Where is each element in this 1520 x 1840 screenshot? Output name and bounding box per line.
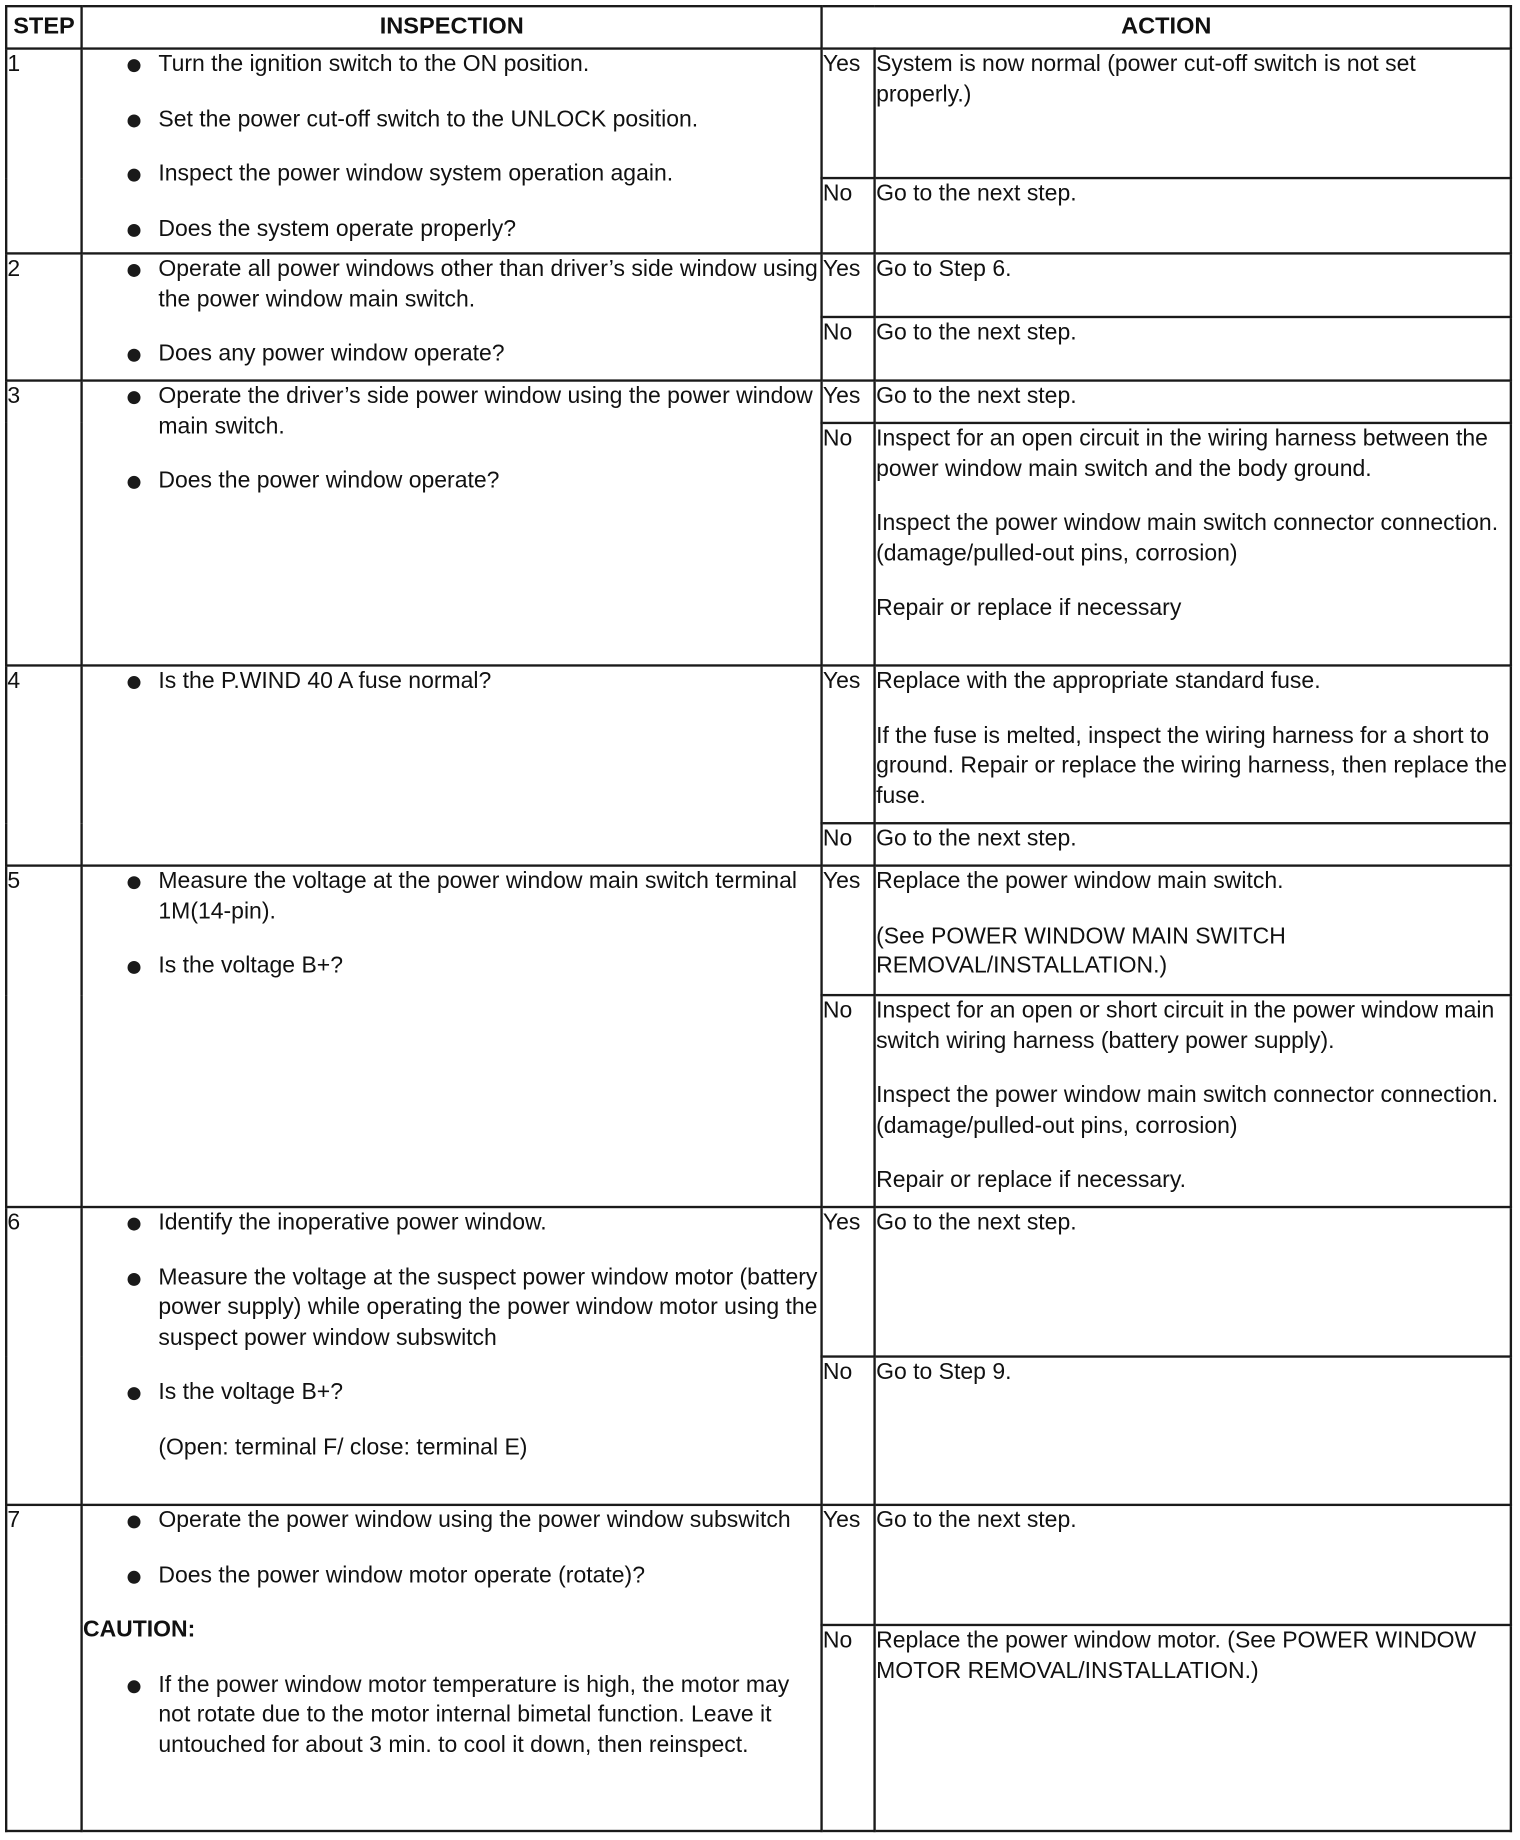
inspection-bullet — [83, 339, 821, 369]
bullet-dot-icon — [128, 1570, 141, 1583]
no-action — [875, 1625, 1511, 1831]
yes-action — [875, 1207, 1511, 1357]
bullet-text: Measure the voltage at the power window main switch terminal 1M(14-pin). — [158, 867, 797, 924]
yes-label: Yes — [822, 1505, 875, 1625]
table-row — [6, 665, 1511, 823]
bullet-text: Set the power cut-off switch to the UNLOCK position. — [158, 105, 699, 132]
no-action — [875, 823, 1511, 865]
step-number: 1 — [6, 49, 82, 254]
inspection-bullet — [83, 1208, 821, 1238]
inspection-cell — [82, 1505, 822, 1831]
inspection-cell — [82, 1207, 822, 1505]
inspection-cell — [82, 866, 822, 1207]
table-row — [6, 1505, 1511, 1625]
no-label: No — [822, 178, 875, 253]
inspection-bullet — [83, 867, 821, 927]
bullet-dot-icon — [128, 59, 141, 72]
bullet-dot-icon — [128, 476, 141, 489]
bullet-text: Operate the driver’s side power window using the power window main switch. — [158, 382, 813, 439]
bullet-dot-icon — [128, 1515, 141, 1528]
no-action — [875, 1357, 1511, 1505]
action-text: System is now normal (power cut-off switch is not set properly.) — [876, 50, 1416, 107]
table-header-row — [6, 6, 1511, 48]
action-text: Go to the next step. — [876, 180, 1077, 207]
bullet-dot-icon — [128, 961, 141, 974]
step-number: 5 — [6, 866, 82, 1207]
bullet-dot-icon — [128, 264, 141, 277]
no-action — [875, 317, 1511, 381]
action-text: Go to Step 6. — [876, 255, 1012, 282]
bullet-text: Is the P.WIND 40 A fuse normal? — [158, 667, 492, 694]
no-action — [875, 178, 1511, 253]
inspection-bullet — [83, 255, 821, 315]
bullet-dot-icon — [128, 876, 141, 889]
inspection-bullet — [83, 159, 821, 189]
action-text: Replace with the appropriate standard fuse. — [876, 667, 1321, 694]
yes-action — [875, 1505, 1511, 1625]
table-row — [6, 1207, 1511, 1357]
action-text: Go to Step 9. — [876, 1358, 1012, 1385]
step-number: 4 — [6, 665, 82, 865]
yes-action — [875, 665, 1511, 823]
bullet-text: Is the voltage B+? — [158, 1378, 343, 1405]
no-action — [875, 995, 1511, 1207]
action-text: Go to the next step. — [876, 1209, 1077, 1236]
action-text: Inspect for an open or short circuit in the power window main switch wiring harness (battery power supply). — [876, 997, 1495, 1054]
bullet-dot-icon — [128, 349, 141, 362]
inspection-bullet — [83, 1263, 821, 1353]
action-text: Go to the next step. — [876, 382, 1077, 409]
action-text: If the fuse is melted, inspect the wiring harness for a short to ground. Repair or replace the wiring harness, then replace the fuse. — [876, 722, 1508, 809]
no-label: No — [822, 995, 875, 1207]
bullet-dot-icon — [128, 169, 141, 182]
yes-label: Yes — [822, 665, 875, 823]
yes-action — [875, 381, 1511, 423]
table-row — [6, 49, 1511, 179]
action-text: Repair or replace if necessary — [876, 594, 1182, 621]
action-text: (See POWER WINDOW MAIN SWITCH REMOVAL/INSTALLATION.) — [876, 922, 1286, 979]
step-number: 7 — [6, 1505, 82, 1831]
bullet-text: Does the system operate properly? — [158, 215, 517, 242]
bullet-text: If the power window motor temperature is high, the motor may not rotate due to the motor internal bimetal function. Leave it untouched for about 3 min. to cool it down, then reinspect. — [158, 1671, 790, 1758]
diagnostic-table — [5, 5, 1512, 1832]
inspection-bullet — [83, 214, 821, 244]
step-number: 2 — [6, 253, 82, 380]
table-row — [6, 866, 1511, 996]
step-number: 3 — [6, 381, 82, 666]
inspection-bullet — [83, 952, 821, 982]
bullet-text: Is the voltage B+? — [158, 952, 343, 979]
inspection-cell — [82, 381, 822, 666]
bullet-text: Identify the inoperative power window. — [158, 1209, 547, 1236]
bullet-text: Inspect the power window system operation again. — [158, 160, 674, 187]
action-text: Inspect for an open circuit in the wiring harness between the power window main switch and the body ground. — [876, 425, 1488, 482]
bullet-dot-icon — [128, 114, 141, 127]
inspection-cell — [82, 253, 822, 380]
inspection-bullet — [83, 1506, 821, 1536]
action-text: Go to the next step. — [876, 319, 1077, 346]
action-text: Replace the power window main switch. — [876, 867, 1284, 894]
inspection-cell — [82, 665, 822, 865]
step-number: 6 — [6, 1207, 82, 1505]
table-body — [6, 49, 1511, 1831]
no-action — [875, 423, 1511, 666]
inspection-bullet — [83, 467, 821, 497]
caution-heading: CAUTION: — [82, 1616, 196, 1643]
action-text: Inspect the power window main switch connector connection. (damage/pulled-out pins, corrosion) — [876, 1082, 1499, 1139]
table-row — [6, 253, 1511, 317]
bullet-dot-icon — [128, 1680, 141, 1693]
bullet-text: Does the power window motor operate (rotate)? — [158, 1561, 646, 1588]
terminal-note: (Open: terminal F/ close: terminal E) — [158, 1433, 528, 1460]
bullet-text: Operate all power windows other than driver’s side window using the power window main switch. — [158, 255, 818, 312]
no-label: No — [822, 823, 875, 865]
action-text: Repair or replace if necessary. — [876, 1166, 1187, 1193]
action-text: Inspect the power window main switch connector connection. (damage/pulled-out pins, corrosion) — [876, 510, 1499, 566]
yes-label: Yes — [822, 49, 875, 179]
inspection-cell — [82, 49, 822, 254]
bullet-dot-icon — [128, 676, 141, 689]
bullet-text: Does the power window operate? — [158, 467, 500, 494]
bullet-text: Measure the voltage at the suspect power window motor (battery power supply) while operating the power window motor using the suspect power window subswitch — [158, 1264, 818, 1351]
header-inspection: INSPECTION — [82, 6, 822, 48]
no-label: No — [822, 317, 875, 381]
inspection-bullet — [83, 667, 821, 697]
action-text: Go to the next step. — [876, 825, 1077, 852]
no-label: No — [822, 1357, 875, 1505]
yes-label: Yes — [822, 866, 875, 996]
bullet-text: Does any power window operate? — [158, 340, 505, 367]
no-label: No — [822, 1625, 875, 1831]
action-text: Go to the next step. — [876, 1507, 1077, 1534]
inspection-bullet — [83, 50, 821, 80]
header-action: ACTION — [822, 6, 1511, 48]
header-step: STEP — [6, 6, 82, 48]
yes-label: Yes — [822, 381, 875, 423]
inspection-bullet — [83, 1561, 821, 1591]
inspection-bullet — [83, 104, 821, 134]
yes-label: Yes — [822, 1207, 875, 1357]
yes-action — [875, 49, 1511, 179]
table-row — [6, 381, 1511, 423]
yes-action — [875, 866, 1511, 996]
bullet-dot-icon — [128, 1387, 141, 1400]
bullet-dot-icon — [128, 1272, 141, 1285]
no-label: No — [822, 423, 875, 666]
inspection-bullet — [83, 1670, 821, 1760]
inspection-bullet — [83, 1378, 821, 1408]
yes-label: Yes — [822, 253, 875, 317]
inspection-bullet — [83, 382, 821, 442]
bullet-text: Turn the ignition switch to the ON position. — [158, 50, 590, 77]
bullet-text: Operate the power window using the power window subswitch — [158, 1507, 791, 1534]
yes-action — [875, 253, 1511, 317]
bullet-dot-icon — [128, 223, 141, 236]
bullet-dot-icon — [128, 1218, 141, 1231]
bullet-dot-icon — [128, 391, 141, 404]
action-text: Replace the power window motor. (See POWER WINDOW MOTOR REMOVAL/INSTALLATION.) — [876, 1627, 1477, 1684]
